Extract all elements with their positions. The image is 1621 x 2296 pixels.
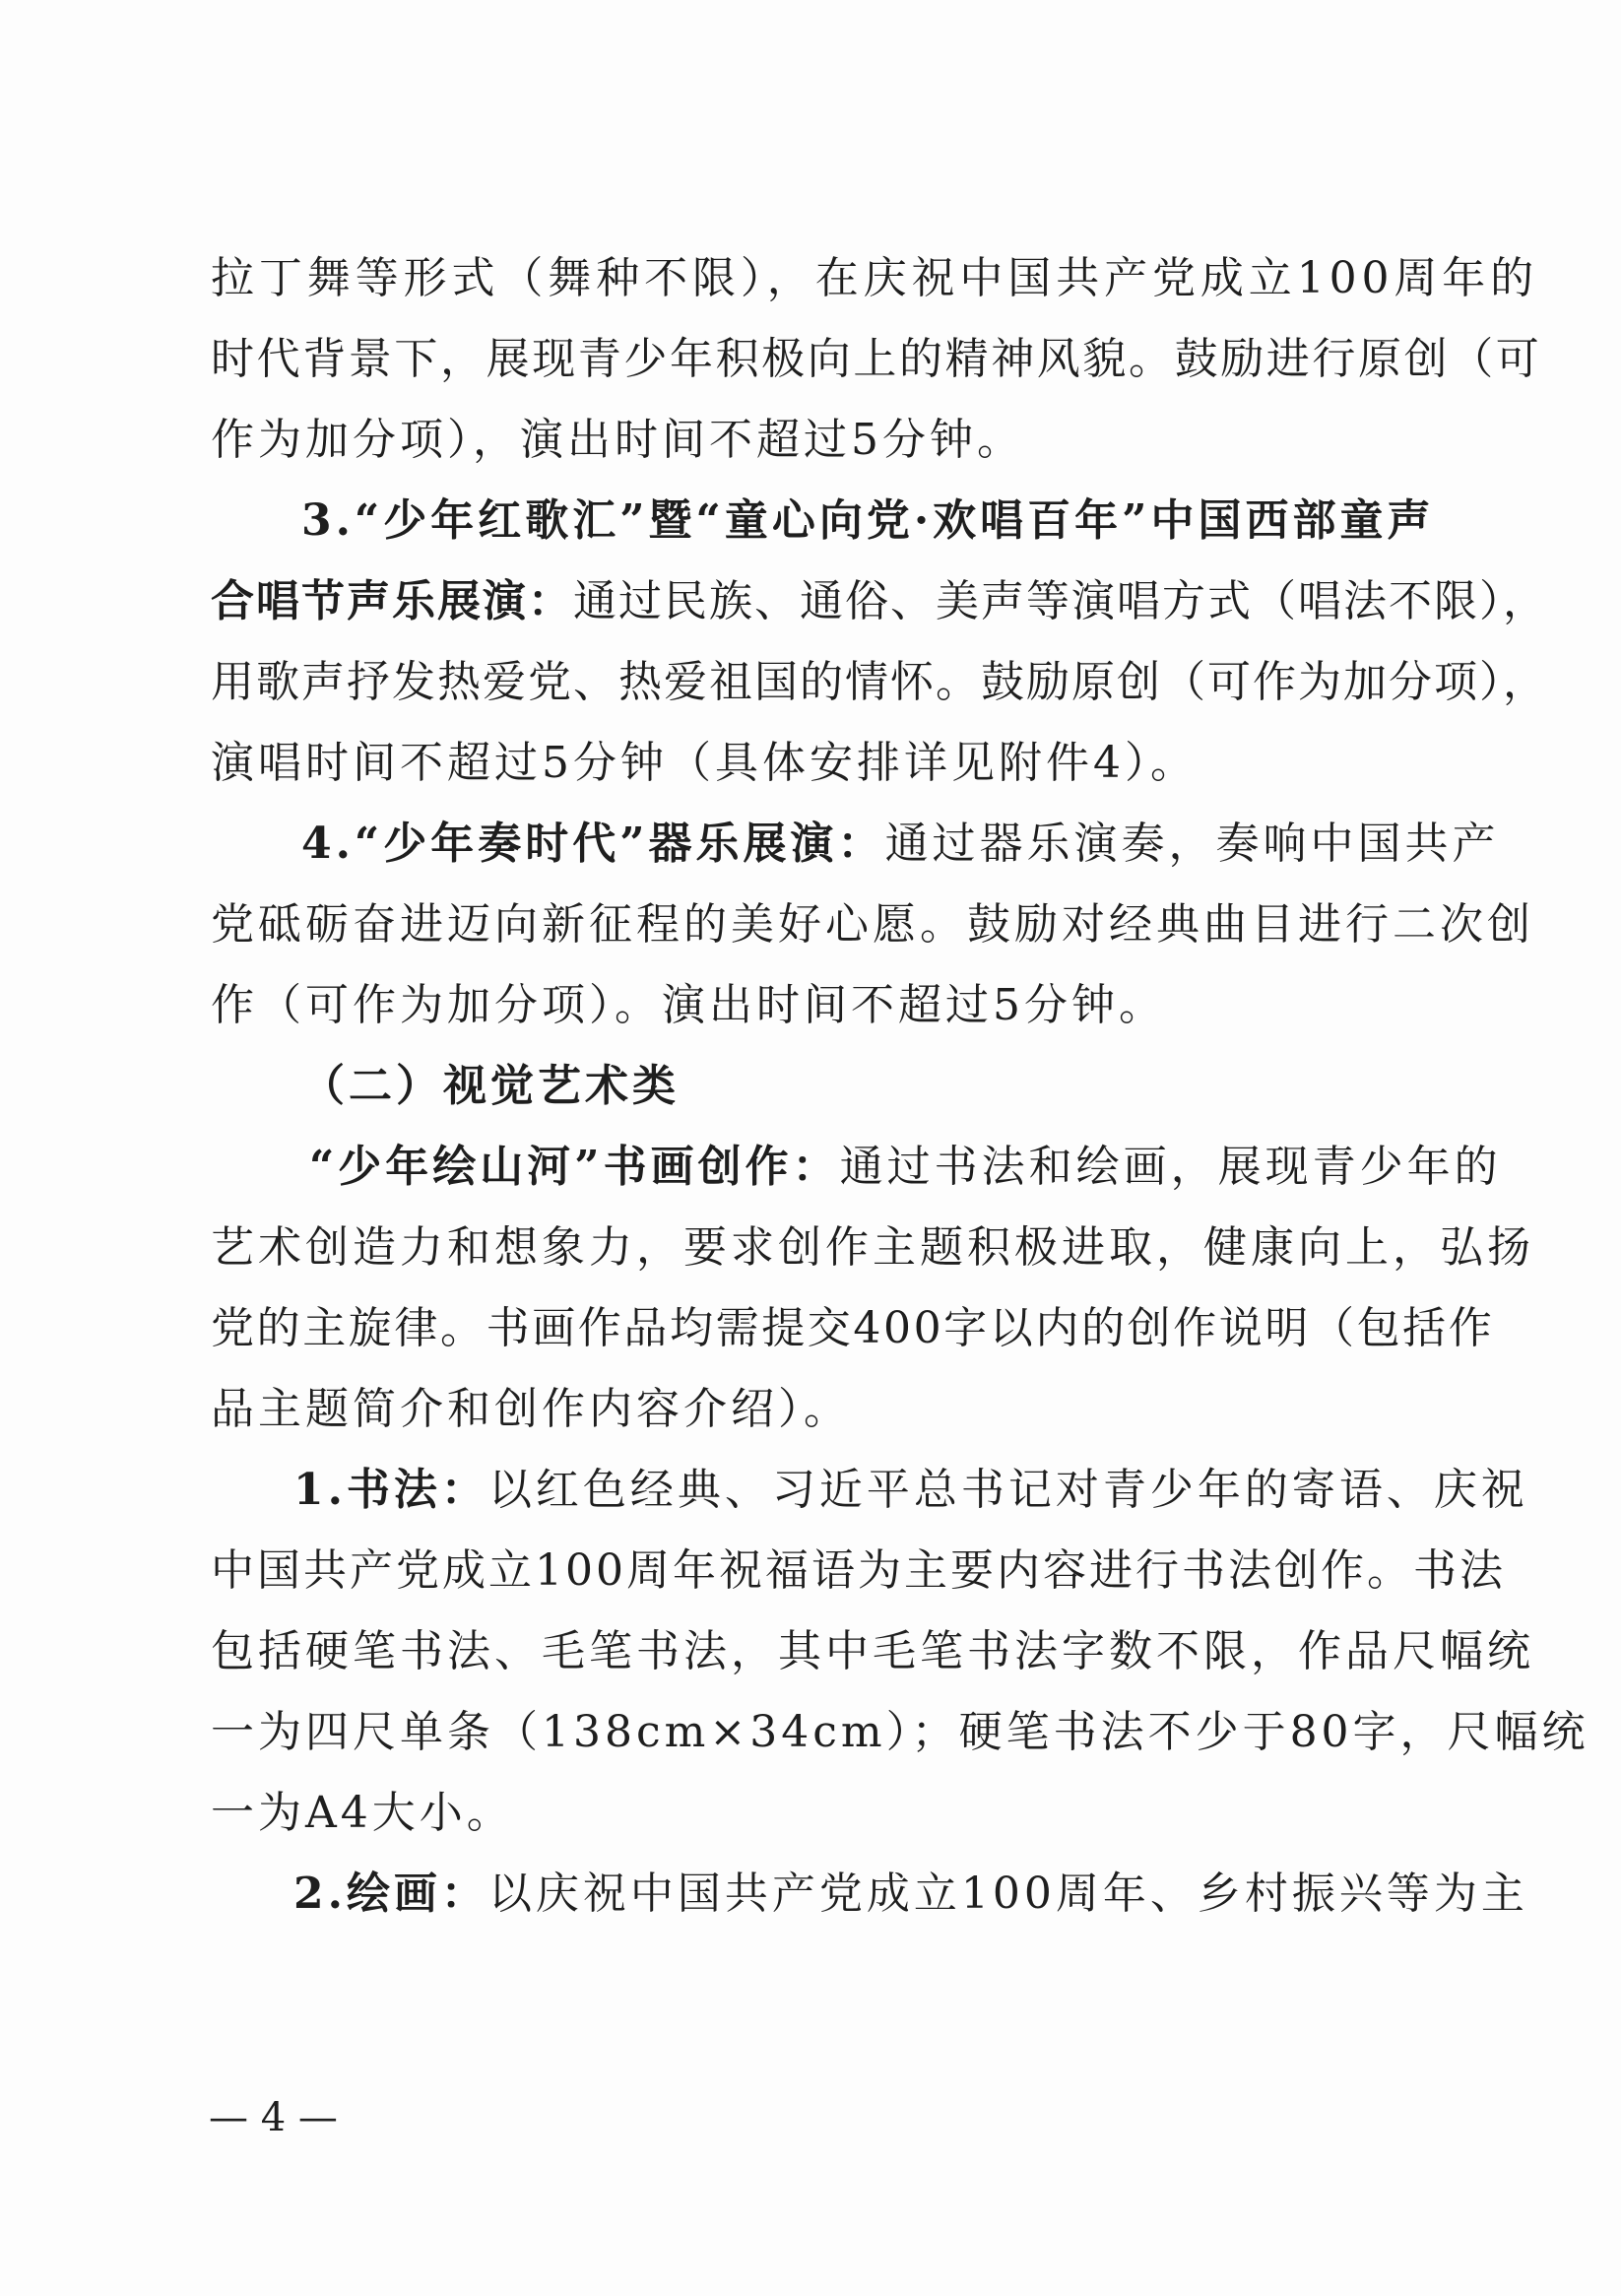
text-line xyxy=(0,1128,1621,1207)
text-line xyxy=(0,1612,1621,1691)
body-text: 一为A4大小。 xyxy=(211,1788,514,1838)
text-line xyxy=(0,724,1621,803)
text-line xyxy=(0,1693,1621,1772)
text-line xyxy=(0,1451,1621,1530)
text-line xyxy=(0,562,1621,641)
bold-heading-text: 1.书法： xyxy=(293,1465,488,1515)
bold-heading-text: 4.“少年奏时代”器乐展演： xyxy=(301,819,885,869)
text-line xyxy=(0,1047,1621,1126)
text-line xyxy=(0,886,1621,964)
body-text: 包括硬笔书法、毛笔书法，其中毛笔书法字数不限，作品尺幅统 xyxy=(211,1626,1534,1676)
page-number: — 4 — xyxy=(209,2095,338,2140)
text-line xyxy=(0,1774,1621,1853)
body-text: 作为加分项），演出时间不超过5分钟。 xyxy=(211,415,1024,465)
body-text: 通过书法和绘画，展现青少年的 xyxy=(839,1142,1502,1192)
text-line xyxy=(0,1289,1621,1368)
body-text: 中国共产党成立100周年祝福语为主要内容进行书法创作。书法 xyxy=(211,1545,1506,1596)
text-line xyxy=(0,966,1621,1045)
bold-heading-text: （二）视觉艺术类 xyxy=(301,1061,680,1111)
body-text: 用歌声抒发热爱党、热爱祖国的情怀。鼓励原创（可作为加分项）， xyxy=(211,657,1548,707)
body-text: 党的主旋律。书画作品均需提交400字以内的创作说明（包括作 xyxy=(211,1303,1495,1353)
text-line xyxy=(0,1209,1621,1287)
body-text: 艺术创造力和想象力，要求创作主题积极进取，健康向上，弘扬 xyxy=(211,1222,1534,1273)
body-text: 一为四尺单条（138cm×34cm）；硬笔书法不少于80字，尺幅统 xyxy=(211,1707,1589,1757)
body-text: 通过民族、通俗、美声等演唱方式（唱法不限）， xyxy=(573,576,1548,626)
text-line xyxy=(0,643,1621,722)
body-text: 时代背景下，展现青少年积极向上的精神风貌。鼓励进行原创（可 xyxy=(211,334,1542,384)
body-text: 拉丁舞等形式（舞种不限），在庆祝中国共产党成立100周年的 xyxy=(211,253,1539,303)
body-text: 党砥砺奋进迈向新征程的美好心愿。鼓励对经典曲目进行二次创 xyxy=(211,899,1534,950)
body-text: 以红色经典、习近平总书记对青少年的寄语、庆祝 xyxy=(487,1465,1528,1515)
bold-heading-text: 3.“少年红歌汇”暨“童心向党·欢唱百年”中国西部童声 xyxy=(301,495,1435,546)
text-line xyxy=(0,1370,1621,1449)
body-text: 通过器乐演奏，奏响中国共产 xyxy=(884,819,1500,869)
text-line xyxy=(0,1532,1621,1610)
body-text: 品主题简介和创作内容介绍）。 xyxy=(211,1384,851,1434)
body-text: 演唱时间不超过5分钟（具体安排详见附件4）。 xyxy=(211,738,1198,788)
text-line xyxy=(0,1855,1621,1934)
body-text: 作（可作为加分项）。演出时间不超过5分钟。 xyxy=(211,980,1166,1030)
text-line xyxy=(0,320,1621,399)
text-line xyxy=(0,401,1621,480)
text-line xyxy=(0,805,1621,884)
text-line xyxy=(0,482,1621,560)
bold-heading-text: 合唱节声乐展演： xyxy=(211,576,573,626)
body-text: 以庆祝中国共产党成立100周年、乡村振兴等为主 xyxy=(487,1869,1528,1919)
bold-heading-text: 2.绘画： xyxy=(293,1869,488,1919)
bold-heading-text: “少年绘山河”书画创作： xyxy=(309,1142,840,1192)
text-line xyxy=(0,239,1621,318)
